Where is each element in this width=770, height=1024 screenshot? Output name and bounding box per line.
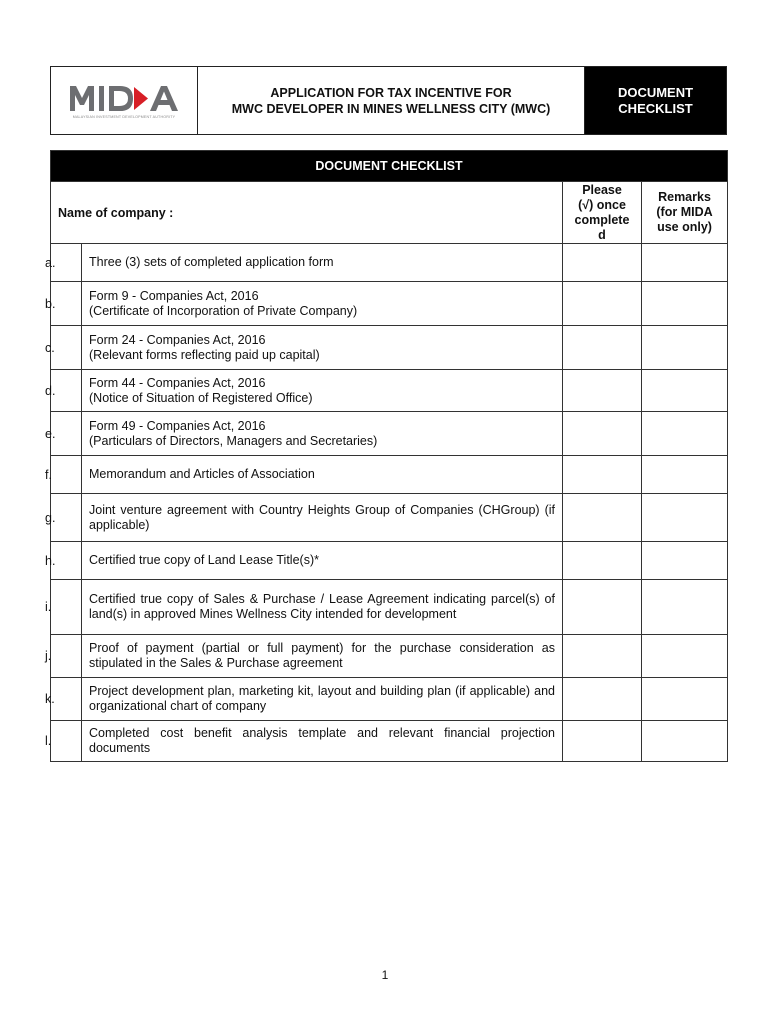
item-description-line: Certified true copy of Sales & Purchase / Lease Agreement indicating parcel(s) of land(s) in approved Mines Wellness City intended for development [89, 592, 555, 621]
page-number: 1 [381, 968, 389, 982]
check-cell[interactable] [563, 635, 642, 678]
check-column-header [563, 182, 642, 244]
logo-cell [51, 67, 198, 134]
checklist-row [51, 494, 728, 542]
item-description [82, 282, 563, 326]
item-letter [45, 721, 82, 762]
item-letter-text: k. [45, 692, 55, 706]
check-header-line: Please [582, 182, 622, 197]
remarks-header-line: (for MIDA [656, 205, 713, 219]
item-letter-text: g. [45, 510, 56, 525]
checklist-row [51, 244, 728, 282]
check-cell[interactable] [563, 412, 642, 456]
checklist-row [51, 412, 728, 456]
remarks-cell[interactable] [642, 244, 728, 282]
check-header-line: complete [574, 212, 630, 227]
check-cell[interactable] [563, 456, 642, 494]
check-cell[interactable] [563, 282, 642, 326]
item-letter-text: j. [45, 649, 52, 663]
item-description-line: (Certificate of Incorporation of Private Company) [89, 303, 358, 318]
item-letter [45, 678, 82, 721]
check-cell[interactable] [563, 542, 642, 580]
remarks-cell[interactable] [642, 580, 728, 635]
remarks-column-header [642, 182, 728, 244]
item-letter [45, 412, 82, 456]
remarks-cell[interactable] [642, 635, 728, 678]
form-title-line-1: APPLICATION FOR TAX INCENTIVE FOR [270, 85, 512, 100]
item-letter [45, 635, 82, 678]
remarks-cell[interactable] [642, 456, 728, 494]
document-tag [585, 67, 726, 134]
item-letter [45, 494, 82, 542]
item-description [82, 244, 563, 282]
item-description-line: Form 9 - Companies Act, 2016 [89, 288, 259, 303]
remarks-cell[interactable] [642, 370, 728, 412]
document-tag-line-1: DOCUMENT [617, 84, 694, 100]
item-description [82, 494, 563, 542]
logo-tagline: MALAYSIAN INVESTMENT DEVELOPMENT AUTHORITY [72, 114, 176, 119]
remarks-cell[interactable] [642, 721, 728, 762]
checklist-row [51, 678, 728, 721]
check-cell[interactable] [563, 721, 642, 762]
form-title-line-2: MWC DEVELOPER IN MINES WELLNESS CITY (MWC) [231, 101, 551, 116]
item-letter [45, 580, 82, 635]
item-description [82, 370, 563, 412]
item-description-line: Form 24 - Companies Act, 2016 [89, 332, 266, 347]
item-description [82, 542, 563, 580]
checklist-row [51, 542, 728, 580]
item-letter-text: i. [45, 600, 52, 614]
item-letter-text: b. [45, 296, 56, 311]
checklist-banner-row [51, 151, 728, 182]
form-title [198, 67, 585, 134]
item-description [82, 456, 563, 494]
remarks-cell[interactable] [642, 282, 728, 326]
item-description-line: Proof of payment (partial or full payment) for the purchase consideration as stipulated in the Sales & Purchase agreement [89, 641, 555, 670]
check-cell[interactable] [563, 370, 642, 412]
check-cell[interactable] [563, 678, 642, 721]
item-letter-text: h. [45, 553, 56, 568]
checklist-row [51, 635, 728, 678]
item-letter [45, 456, 82, 494]
checklist-row [51, 580, 728, 635]
item-letter-text: l. [45, 734, 52, 748]
check-header-line: (√) once [578, 197, 626, 212]
company-name-label: Name of company : [51, 182, 563, 244]
item-description-line: Form 49 - Companies Act, 2016 [89, 418, 266, 433]
item-description-line: Form 44 - Companies Act, 2016 [89, 375, 266, 390]
item-description-line: Memorandum and Articles of Association [89, 467, 315, 481]
remarks-cell[interactable] [642, 678, 728, 721]
item-description [82, 721, 563, 762]
item-description-line: Project development plan, marketing kit, layout and building plan (if applicable) and organizational chart of company [89, 684, 555, 713]
item-letter [45, 282, 82, 326]
item-letter-text: d. [45, 383, 56, 398]
item-letter-text: a. [45, 255, 56, 270]
company-row [51, 182, 728, 244]
remarks-cell[interactable] [642, 542, 728, 580]
remarks-cell[interactable] [642, 326, 728, 370]
checklist-row [51, 721, 728, 762]
checklist-row [51, 370, 728, 412]
item-description-line: (Particulars of Directors, Managers and Secretaries) [89, 433, 378, 448]
item-letter [45, 542, 82, 580]
mida-logo-mark [68, 83, 180, 113]
item-description [82, 412, 563, 456]
checklist-table [45, 150, 728, 762]
check-cell[interactable] [563, 244, 642, 282]
item-letter [45, 326, 82, 370]
item-description-line: Certified true copy of Land Lease Title(s)* [89, 553, 319, 567]
item-letter-text: f. [45, 467, 52, 482]
remarks-cell[interactable] [642, 494, 728, 542]
checklist-banner: DOCUMENT CHECKLIST [51, 151, 728, 182]
item-description [82, 678, 563, 721]
item-description [82, 326, 563, 370]
item-description [82, 635, 563, 678]
document-tag-line-2: CHECKLIST [618, 100, 693, 116]
item-description-line: Three (3) sets of completed application form [89, 255, 334, 269]
check-cell[interactable] [563, 580, 642, 635]
remarks-header-line: use only) [657, 220, 712, 234]
item-letter [45, 370, 82, 412]
item-description-line: Completed cost benefit analysis template and relevant financial projection documents [89, 726, 555, 755]
checklist-items [45, 244, 728, 762]
document-header [50, 66, 727, 135]
item-letter [45, 244, 82, 282]
remarks-cell[interactable] [642, 412, 728, 456]
item-description-line: (Notice of Situation of Registered Office) [89, 390, 313, 405]
remarks-header-line: Remarks [658, 190, 711, 204]
checklist-row [51, 326, 728, 370]
check-cell[interactable] [563, 494, 642, 542]
item-description-line: (Relevant forms reflecting paid up capital) [89, 347, 320, 362]
item-letter-text: c. [45, 340, 55, 355]
checklist-row [51, 282, 728, 326]
item-letter-text: e. [45, 426, 56, 441]
check-cell[interactable] [563, 326, 642, 370]
mida-logo [68, 83, 180, 113]
check-header-line: d [598, 227, 606, 242]
item-description [82, 580, 563, 635]
checklist-row [51, 456, 728, 494]
item-description-line: Joint venture agreement with Country Heights Group of Companies (CHGroup) (if applicable) [89, 502, 555, 532]
